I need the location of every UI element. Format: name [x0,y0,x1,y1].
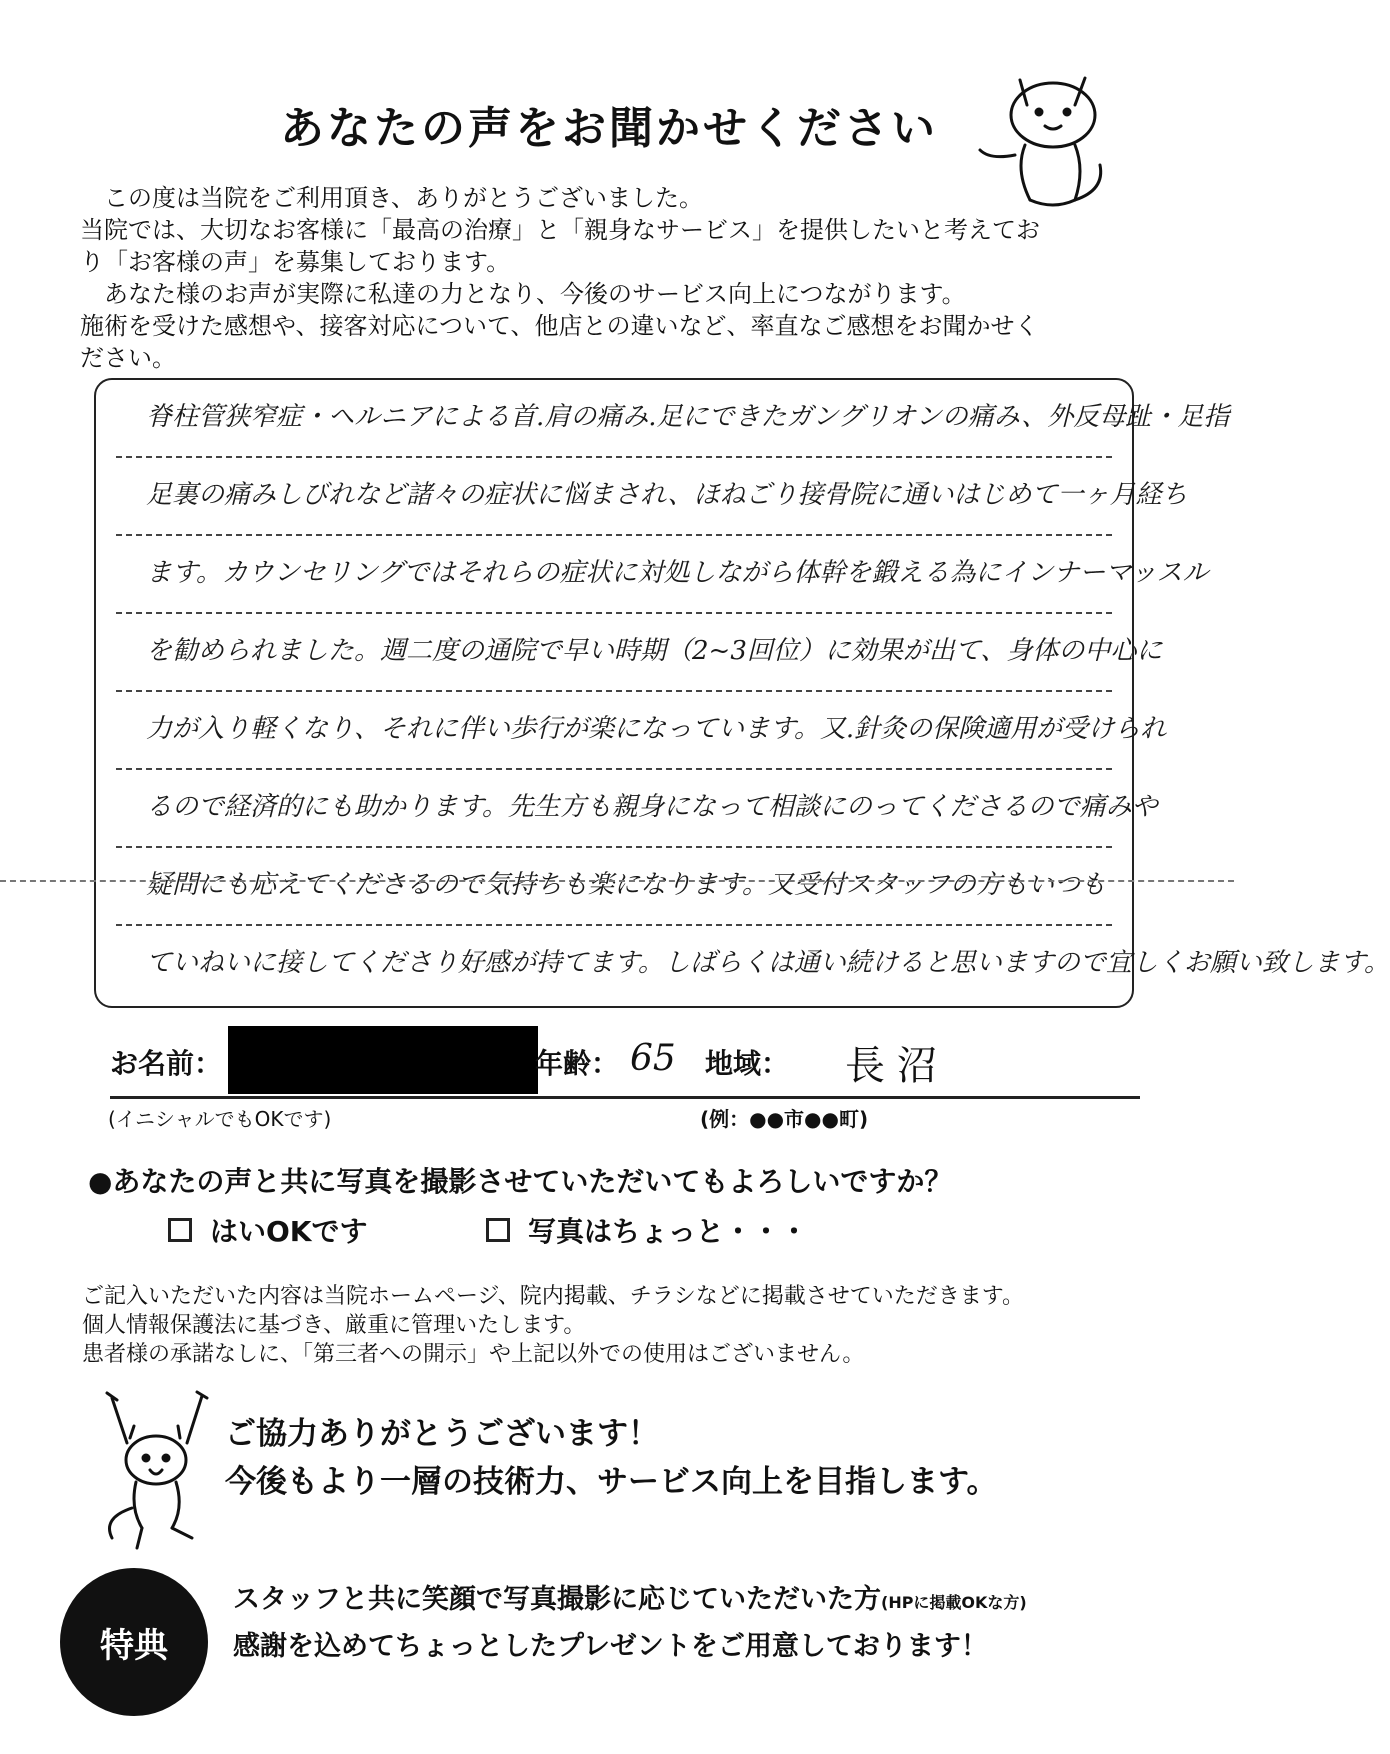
yes-checkbox[interactable] [168,1218,192,1242]
redacted-name [228,1026,538,1094]
perk-line-1: スタッフと共に笑顔で写真撮影に応じていただいた方 [233,1584,881,1615]
region-hint: (例：●●市●●町) [700,1107,869,1131]
comment-line: を勧められました。週二度の通院で早い時期（2~3回位）に効果が出て、身体の中心に [116,614,1112,692]
page-title: あなたの声をお聞かせください [280,103,938,154]
intro-line: り「お客様の声」を募集しております。 [80,248,511,276]
comment-line: ます。カウンセリングではそれらの症状に対処しながら体幹を鍛える為にインナーマッスル [116,536,1112,614]
note-line: 患者様の承諾なしに、「第三者への開示」や上記以外での使用はございません。 [82,1342,865,1367]
region-value: 長沼 [845,1043,949,1089]
perk-badge: 特典 [60,1568,208,1716]
privacy-notes [82,1282,1162,1369]
intro-text [80,182,1140,374]
name-label: お名前： [110,1047,223,1080]
perk-text [233,1578,1027,1669]
comment-line: 脊柱管狭窄症・ヘルニアによる首.肩の痛み.足にできたガングリオンの痛み、外反母趾・足指 [116,380,1112,458]
yes-label: はいOKです [210,1215,368,1248]
comment-line: 疑問にも応えてくださるので気持ちも楽になります。又受付スタッフの方もいつも [116,848,1112,926]
no-checkbox[interactable] [486,1218,510,1242]
comment-box [94,378,1390,1008]
thanks-line: ご協力ありがとうございます！ [225,1416,659,1452]
comment-line: 足裏の痛みしびれなど諸々の症状に悩まされ、ほねごり接骨院に通いはじめて一ヶ月経ち [116,458,1112,536]
intro-line: 当院では、大切なお客様に「最高の治療」と「親身なサービス」を提供したいと考えてお [80,216,1040,244]
note-line: 個人情報保護法に基づき、厳重に管理いたします。 [82,1313,586,1338]
no-label: 写真はちょっと・・・ [528,1215,809,1248]
photo-consent-question: ●あなたの声と共に写真を撮影させていただいてもよろしいですか？ [88,1165,953,1198]
comment-line: るので経済的にも助かります。先生方も親身になって相談にのってくださるので痛みや [116,770,1112,848]
thanks-line: 今後もより一層の技術力、サービス向上を目指します。 [225,1464,998,1500]
jumping-cat-illustration [92,1388,222,1558]
name-hint: (イニシャルでもOKです) [108,1107,332,1131]
option-yes[interactable] [168,1210,368,1250]
intro-line: 施術を受けた感想や、接客対応について、他店との違いなど、率直なご感想をお聞かせく [80,312,1039,340]
region-label: 地域： [705,1047,790,1080]
comment-line: ていねいに接してくださり好感が持てます。しばらくは通い続けると思いますので宜しくお願い致します。 [146,948,1390,978]
intro-line: この度は当院をご利用頂き、ありがとうございました。 [80,184,704,212]
intro-line: あなた様のお声が実際に私達の力となり、今後のサービス向上につながります。 [80,280,966,308]
age-label: 年齢： [535,1047,620,1080]
option-no[interactable] [486,1210,808,1250]
thanks-message [225,1410,998,1506]
intro-line: ださい。 [80,344,176,372]
age-value: 65 [630,1038,676,1079]
perk-line-1-note: (HPに掲載OKな方) [881,1593,1027,1612]
respondent-info-row [110,1026,1140,1099]
comment-line: 力が入り軽くなり、それに伴い歩行が楽になっています。又.針灸の保険適用が受けられ [116,692,1112,770]
scan-artifact-line [0,880,1234,882]
note-line: ご記入いただいた内容は当院ホームページ、院内掲載、チラシなどに掲載させていただきます。 [82,1284,1025,1309]
perk-line-2: 感謝を込めてちょっとしたプレゼントをご用意しております！ [233,1631,988,1662]
